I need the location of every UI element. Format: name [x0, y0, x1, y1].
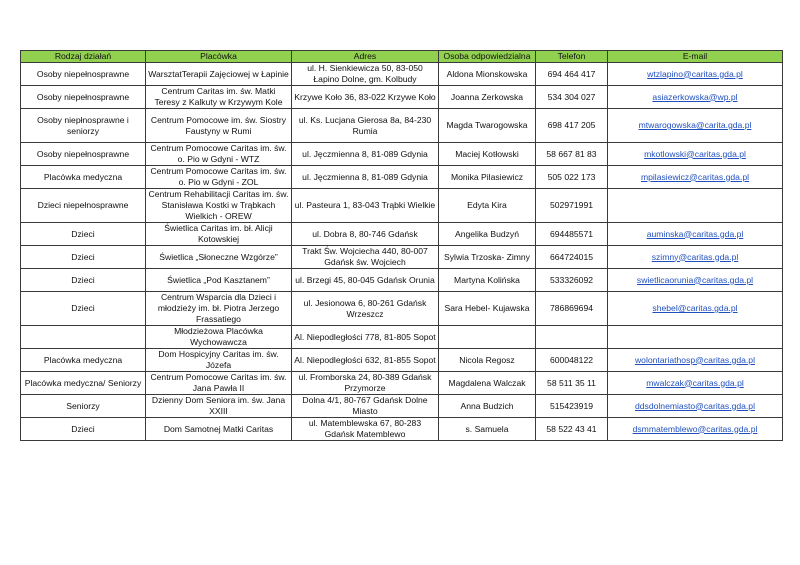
cell-facility: Dzienny Dom Seniora im. św. Jana XXIII [146, 395, 292, 418]
cell-email[interactable]: mkotlowski@caritas.gda.pl [608, 143, 783, 166]
cell-person: Sylwia Trzoska- Zimny [439, 246, 536, 269]
cell-email[interactable]: mtwarogowska@carita.gda.pl [608, 109, 783, 143]
cell-phone: 694485571 [536, 223, 608, 246]
cell-email[interactable]: dsmmatemblewo@caritas.gda.pl [608, 418, 783, 441]
header-address: Adres [292, 51, 439, 63]
cell-person: Monika Pilasiewicz [439, 166, 536, 189]
cell-person: s. Samuela [439, 418, 536, 441]
cell-email[interactable]: mpilasiewicz@caritas.gda.pl [608, 166, 783, 189]
cell-email[interactable]: asiazerkowska@wp.pl [608, 86, 783, 109]
cell-email [608, 189, 783, 223]
cell-person: Martyna Kolińska [439, 269, 536, 292]
cell-person: Magdalena Walczak [439, 372, 536, 395]
cell-type [21, 326, 146, 349]
cell-facility: Centrum Caritas im. św. Matki Teresy z Kalkuty w Krzywym Kole [146, 86, 292, 109]
cell-person: Aldona Mionskowska [439, 63, 536, 86]
cell-type: Dzieci [21, 269, 146, 292]
cell-facility: Świetlica „Pod Kasztanem” [146, 269, 292, 292]
cell-phone: 694 464 417 [536, 63, 608, 86]
cell-address: ul. H. Sienkiewicza 50, 83-050 Łapino Dolne, gm. Kolbudy [292, 63, 439, 86]
cell-phone: 533326092 [536, 269, 608, 292]
header-phone: Telefon [536, 51, 608, 63]
cell-email[interactable]: ddsdolnemiasto@caritas.gda.pl [608, 395, 783, 418]
cell-person: Joanna Zerkowska [439, 86, 536, 109]
table-row [21, 86, 783, 109]
cell-address: ul. Matemblewska 67, 80-283 Gdańsk Matemblewo [292, 418, 439, 441]
cell-type: Dzieci [21, 418, 146, 441]
header-email: E-mail [608, 51, 783, 63]
cell-type: Seniorzy [21, 395, 146, 418]
cell-address: ul. Pasteura 1, 83-043 Trąbki Wielkie [292, 189, 439, 223]
cell-phone: 505 022 173 [536, 166, 608, 189]
cell-address: ul. Jęczmienna 8, 81-089 Gdynia [292, 166, 439, 189]
cell-type: Osoby niepełnosprawne [21, 143, 146, 166]
cell-person: Nicola Regosz [439, 349, 536, 372]
cell-facility: Centrum Pomocowe Caritas im. św. o. Pio w Gdyni - WTZ [146, 143, 292, 166]
cell-type: Dzieci [21, 246, 146, 269]
header-row [21, 51, 783, 63]
cell-email[interactable]: wtzlapino@caritas.gda.pl [608, 63, 783, 86]
cell-type: Osoby niepełnosprawne [21, 63, 146, 86]
cell-phone: 502971991 [536, 189, 608, 223]
cell-phone: 664724015 [536, 246, 608, 269]
cell-type: Dzieci niepełnosprawne [21, 189, 146, 223]
cell-phone: 786869694 [536, 292, 608, 326]
cell-facility: Świetlica Caritas im. bł. Alicji Kotowskiej [146, 223, 292, 246]
cell-address: ul. Fromborska 24, 80-389 Gdańsk Przymorze [292, 372, 439, 395]
cell-facility: Centrum Pomocowe Caritas im. św. o. Pio w Gdyni - ZOL [146, 166, 292, 189]
cell-phone: 698 417 205 [536, 109, 608, 143]
cell-facility: Centrum Pomocowe Caritas im. św. Jana Pawła II [146, 372, 292, 395]
cell-type: Osoby niepłnosprawne i seniorzy [21, 109, 146, 143]
cell-address: ul. Ks. Lucjana Gierosa 8a, 84-230 Rumia [292, 109, 439, 143]
header-person: Osoba odpowiedzialna [439, 51, 536, 63]
cell-email[interactable]: szimny@caritas.gda.pl [608, 246, 783, 269]
table-row [21, 349, 783, 372]
cell-address: Trakt Św. Wojciecha 440, 80-007 Gdańsk św. Wojciech [292, 246, 439, 269]
cell-email[interactable]: swietlicaorunia@caritas.gda.pl [608, 269, 783, 292]
cell-type: Placówka medyczna [21, 349, 146, 372]
cell-address: ul. Jęczmienna 8, 81-089 Gdynia [292, 143, 439, 166]
cell-phone: 58 511 35 11 [536, 372, 608, 395]
cell-address: Al. Niepodległości 778, 81-805 Sopot [292, 326, 439, 349]
cell-email[interactable]: wolontariathosp@caritas.gda.pl [608, 349, 783, 372]
cell-facility: WarsztatTerapii Zajęciowej w Łapinie [146, 63, 292, 86]
cell-type: Placówka medyczna [21, 166, 146, 189]
cell-facility: Dom Samotnej Matki Caritas [146, 418, 292, 441]
cell-email[interactable]: mwalczak@caritas.gda.pl [608, 372, 783, 395]
cell-type: Dzieci [21, 292, 146, 326]
table-row [21, 269, 783, 292]
cell-type: Placówka medyczna/ Seniorzy [21, 372, 146, 395]
table-row [21, 166, 783, 189]
cell-person [439, 326, 536, 349]
cell-address: Krzywe Koło 36, 83-022 Krzywe Koło [292, 86, 439, 109]
cell-email[interactable]: shebel@caritas.gda.pl [608, 292, 783, 326]
table-row [21, 326, 783, 349]
cell-phone: 58 667 81 83 [536, 143, 608, 166]
cell-phone: 600048122 [536, 349, 608, 372]
header-type: Rodzaj działań [21, 51, 146, 63]
cell-person: Maciej Kotłowski [439, 143, 536, 166]
cell-phone: 534 304 027 [536, 86, 608, 109]
cell-phone: 58 522 43 41 [536, 418, 608, 441]
table-row [21, 418, 783, 441]
table-row [21, 246, 783, 269]
table-row [21, 223, 783, 246]
cell-address: ul. Jesionowa 6, 80-261 Gdańsk Wrzeszcz [292, 292, 439, 326]
header-facility: Placówka [146, 51, 292, 63]
cell-address: ul. Dobra 8, 80-746 Gdańsk [292, 223, 439, 246]
cell-type: Dzieci [21, 223, 146, 246]
cell-person: Edyta Kira [439, 189, 536, 223]
cell-person: Angelika Budzyń [439, 223, 536, 246]
table-row [21, 143, 783, 166]
table-row [21, 372, 783, 395]
cell-address: ul. Brzegi 45, 80-045 Gdańsk Orunia [292, 269, 439, 292]
cell-person: Magda Twarogowska [439, 109, 536, 143]
cell-email [608, 326, 783, 349]
cell-phone: 515423919 [536, 395, 608, 418]
table-row [21, 63, 783, 86]
cell-facility: Świetlica „Słoneczne Wzgórze” [146, 246, 292, 269]
cell-email[interactable]: auminska@caritas.gda.pl [608, 223, 783, 246]
cell-address: Al. Niepodległości 632, 81-855 Sopot [292, 349, 439, 372]
cell-facility: Centrum Rehabilitacji Caritas im. św. Stanisława Kostki w Trąbkach Wielkich - OREW [146, 189, 292, 223]
table-row [21, 109, 783, 143]
table-row [21, 395, 783, 418]
table-row [21, 189, 783, 223]
contact-table [20, 50, 783, 441]
cell-facility: Centrum Wsparcia dla Dzieci i młodzieży im. bł. Piotra Jerzego Frassatiego [146, 292, 292, 326]
cell-facility: Centrum Pomocowe im. św. Siostry Faustyny w Rumi [146, 109, 292, 143]
cell-type: Osoby niepełnosprawne [21, 86, 146, 109]
cell-phone [536, 326, 608, 349]
cell-person: Anna Budzich [439, 395, 536, 418]
cell-person: Sara Hebel- Kujawska [439, 292, 536, 326]
cell-address: Dolna 4/1, 80-767 Gdańsk Dolne Miasto [292, 395, 439, 418]
cell-facility: Dom Hospicyjny Caritas im. św. Józefa [146, 349, 292, 372]
cell-facility: Młodzieżowa Placówka Wychowawcza [146, 326, 292, 349]
table-row [21, 292, 783, 326]
